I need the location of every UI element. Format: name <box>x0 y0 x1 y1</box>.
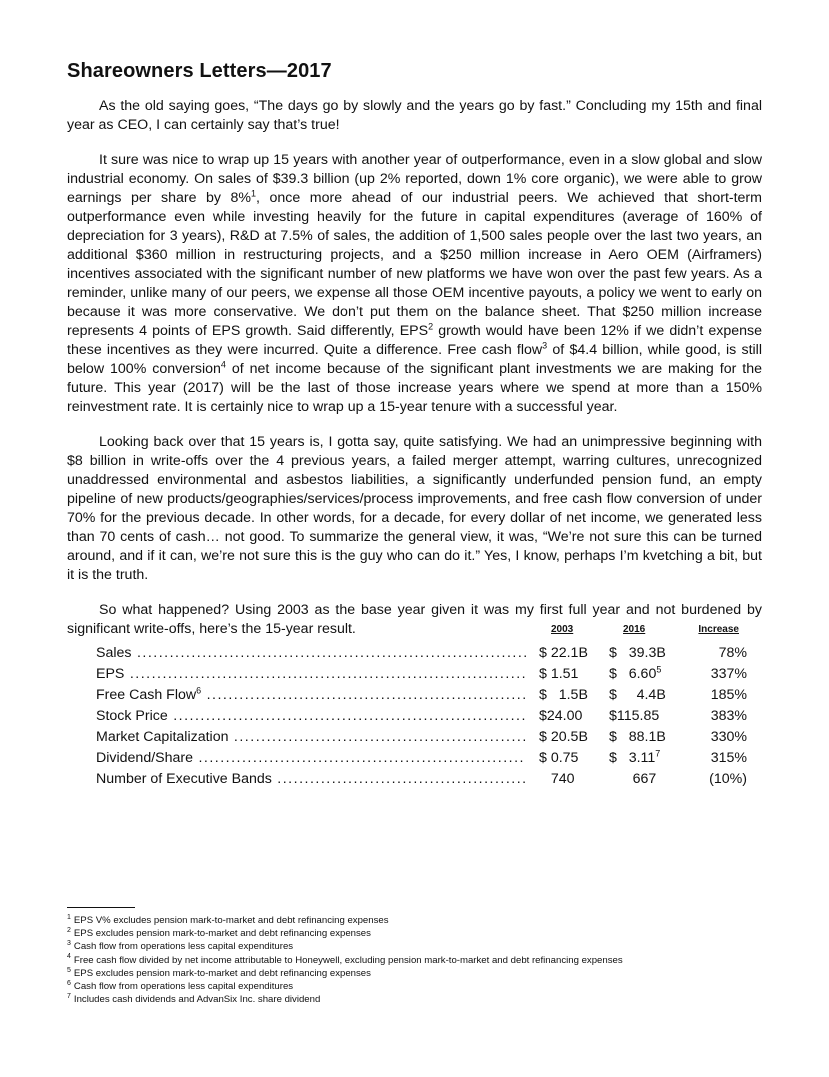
value-2003: $ 1.51 <box>539 666 579 682</box>
row-label <box>96 750 526 766</box>
value-2016-cell <box>609 708 659 724</box>
footnote-number: 6 <box>67 979 71 987</box>
table-body <box>96 645 747 792</box>
value-2016-cell <box>609 750 660 766</box>
table-row <box>96 687 747 708</box>
footnote-ref: 7 <box>655 748 661 759</box>
paragraph-summary: So what happened? Using 2003 as the base year given it was my first full year and not burdened by significant write-offs, here’s the 15-year result. <box>67 602 762 637</box>
footnote-text: Cash flow from operations less capital expenditures <box>73 941 294 953</box>
row-label <box>96 708 526 724</box>
row-label <box>96 666 526 682</box>
footnote-number: 3 <box>67 940 71 948</box>
value-2016-cell <box>609 645 666 661</box>
footnote <box>67 927 767 940</box>
value-2003: $ 0.75 <box>539 750 579 766</box>
value-increase: 78% <box>718 645 747 661</box>
value-2016: 667 <box>609 771 657 787</box>
value-2003: $ 20.5B <box>539 729 588 745</box>
row-label <box>96 687 526 703</box>
paragraph-results <box>67 151 762 417</box>
table-header <box>96 624 747 645</box>
row-label-text: Number of Executive Bands <box>96 771 272 787</box>
paragraph-text: of net income because of the significant plant investments we are making for the future. This year (2017) will be the last of those increase years where we spend at more than a 150% reinvestment rate. It is certainly nice to wrap up a 15-year tenure with a successful year. <box>67 361 762 415</box>
footnote-text: EPS excludes pension mark-to-market and debt refinancing expenses <box>73 967 371 979</box>
value-2003: $24.00 <box>539 708 583 724</box>
value-2016: $115.85 <box>609 708 660 724</box>
value-2016-cell <box>609 666 661 682</box>
paragraph-history: Looking back over that 15 years is, I gotta say, quite satisfying. We had an unimpressive beginning with $8 billion in write-offs over the 4 previous years, a failed merger attempt, warring cultures, unrecognized unaddressed environmental and asbestos liabilities, a significantly underfunded pension fund, an empty pipeline of new products/geographies/services/process improvements, and free cash flow conversion of under 70% for the previous decade. In other words, for a decade, for every dollar of net income, we generated less than 70 cents of cash… not good. To summarize the general view, it was, “We’re not sure this can be turned around, and if it can, we’re not sure this is the guy who can do it.” Yes, I know, perhaps I’m kvetching a bit, but it is the truth. <box>67 434 762 583</box>
paragraph-text: of $4.4 billion, while good, is still below 100% conversion <box>67 342 762 377</box>
table-row <box>96 750 747 771</box>
row-label-text: Market Capitalization <box>96 729 229 745</box>
row-label <box>96 729 526 745</box>
row-label-text: Free Cash Flow <box>96 687 197 703</box>
footnote-divider <box>67 907 135 908</box>
letter-page <box>67 60 762 787</box>
footnote-number: 5 <box>67 966 71 974</box>
value-2016: $ 3.11 <box>609 750 656 766</box>
table-row <box>96 771 747 792</box>
footnote <box>67 967 767 980</box>
value-2016-cell <box>609 687 666 703</box>
value-increase: 383% <box>710 708 747 724</box>
footnote-ref: 4 <box>220 359 226 370</box>
results-table <box>96 624 747 792</box>
table-row <box>96 666 747 687</box>
footnote-text: Free cash flow divided by net income attributable to Honeywell, excluding pension mark-to-market and debt refinancing expenses <box>73 954 623 966</box>
paragraph-text: It sure was nice to wrap up 15 years with another year of outperformance, even in a slow global and slow industrial economy. On sales of $39.3 billion (up 2% reported, down 1% core organic), we were able to grow earnings per share by 8% <box>67 152 762 206</box>
value-2016: $ 4.4B <box>609 687 666 703</box>
footnote <box>67 940 767 953</box>
footnote-ref: 2 <box>428 321 434 332</box>
footnote-text: EPS excludes pension mark-to-market and debt refinancing expenses <box>73 928 371 940</box>
paragraph-opening: As the old saying goes, “The days go by slowly and the years go by fast.” Concluding my 15th and final year as CEO, I can certainly say that’s true! <box>67 98 762 133</box>
row-label-text: Dividend/Share <box>96 750 194 766</box>
value-2016: $ 6.60 <box>609 666 657 682</box>
footnote-number: 2 <box>67 927 71 935</box>
row-label-text: EPS <box>96 666 125 682</box>
header-increase: Increase <box>698 624 739 635</box>
value-increase: 315% <box>710 750 747 766</box>
footnote <box>67 914 767 927</box>
footnote <box>67 954 767 967</box>
row-label <box>96 771 526 787</box>
value-2016-cell <box>609 729 666 745</box>
value-2016-cell <box>609 771 656 787</box>
table-row <box>96 729 747 750</box>
row-label-text: Stock Price <box>96 708 168 724</box>
row-label-text: Sales <box>96 645 132 661</box>
value-2016: $ 39.3B <box>609 645 666 661</box>
footnote-text: Cash flow from operations less capital expenditures <box>73 981 294 993</box>
value-increase: 337% <box>710 666 747 682</box>
value-2003: $ 1.5B <box>539 687 588 703</box>
footnote-ref: 6 <box>196 687 202 696</box>
value-2003: 740 <box>539 771 575 787</box>
footnote-text: EPS V% excludes pension mark-to-market and debt refinancing expenses <box>73 915 389 926</box>
page-title: Shareowners Letters—2017 <box>67 60 332 82</box>
footnote-ref: 5 <box>656 664 662 675</box>
footnote-ref: 3 <box>542 340 548 351</box>
row-label <box>96 645 526 661</box>
header-2003: 2003 <box>551 624 574 635</box>
value-increase: (10%) <box>709 771 747 787</box>
footnote-number: 1 <box>67 913 71 921</box>
table-row <box>96 645 747 666</box>
header-2016: 2016 <box>623 624 646 635</box>
footnote-text: Includes cash dividends and AdvanSix Inc. share dividend <box>73 994 321 1006</box>
paragraph-text: , once more ahead of our industrial peers. We achieved that short-term outperformance even while investing heavily for the future in capital expenditures (average of 160% of depreciation for 3 years), R&D at 7.5% of sales, the addition of 1,500 sales people over the last two years, an additional $360 million in restructuring projects, and a $250 million increase in Aero OEM (Airframers) incentives associated with the significant number of new platforms we have won over the past few years. As a reminder, unlike many of our peers, we expense all those OEM incentive payouts, a policy we went to early on because it was more conservative. We don’t put them on the balance sheet. That $250 million increase represents 4 points of EPS growth. Said differently, EPS <box>67 190 762 339</box>
footnotes <box>67 914 767 1006</box>
table-row <box>96 708 747 729</box>
value-2003: $ 22.1B <box>539 645 588 661</box>
footnote-number: 7 <box>67 993 71 1001</box>
value-increase: 185% <box>710 687 747 703</box>
footnote-number: 4 <box>67 953 71 961</box>
value-increase: 330% <box>710 729 747 745</box>
footnote <box>67 980 767 993</box>
paragraph-text: growth would have been 12% if we didn’t expense these incentives as they were incurred. Quite a difference. Free cash flow <box>67 323 762 358</box>
footnote-ref: 1 <box>251 188 257 199</box>
footnote <box>67 993 767 1006</box>
value-2016: $ 88.1B <box>609 729 666 745</box>
